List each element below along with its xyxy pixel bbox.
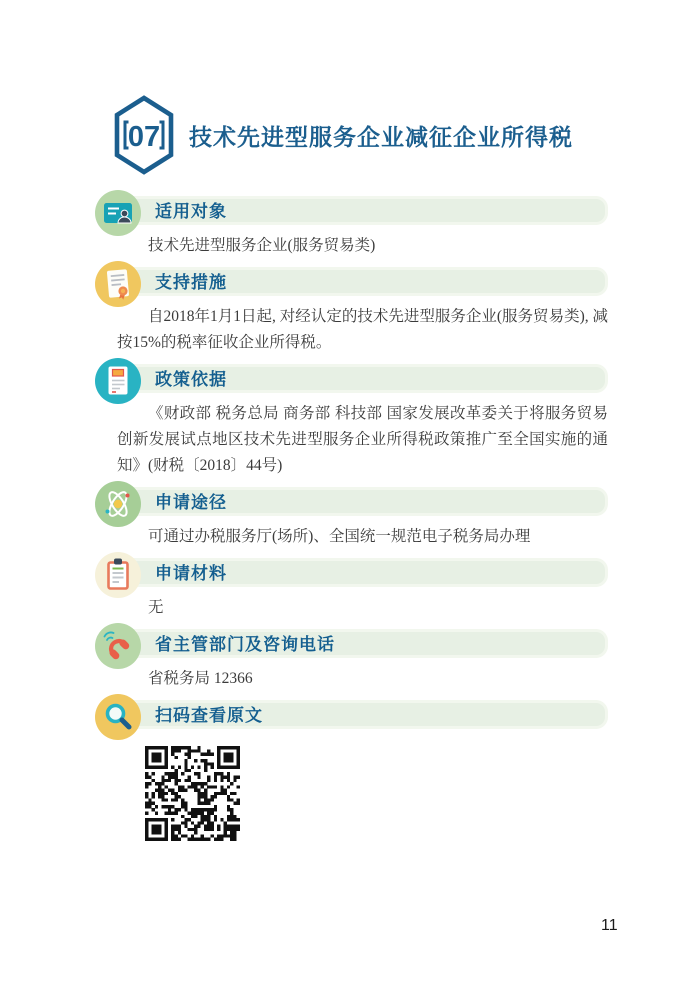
clipboard-icon [95,552,141,598]
section-title: 适用对象 [155,202,227,221]
phone-icon [95,623,141,669]
section-header [103,267,608,296]
section-body: 《财政部 税务总局 商务部 科技部 国家发展改革委关于将服务贸易创新发展试点地区技术先进型服务企业所得税政策推广至全国实施的通知》(财税〔2018〕44号) [117,405,608,474]
section-title: 申请途径 [155,493,227,512]
section-title: 申请材料 [155,564,227,583]
chapter-number: 07 [127,121,161,153]
section-application-channels [103,487,608,550]
section-scan-qr [103,700,608,841]
section-application-materials [103,558,608,621]
section-policy-basis [103,364,608,479]
section-header [103,364,608,393]
section-body: 技术先进型服务企业(服务贸易类) [148,237,376,254]
chapter-number-hexagon-icon [113,95,175,175]
chapter-title: 技术先进型服务企业减征企业所得税 [189,123,573,150]
certificate-icon [95,261,141,307]
qr-code [145,746,240,841]
section-department-phone [103,629,608,692]
id-card-icon [95,190,141,236]
section-title: 政策依据 [155,370,227,389]
section-title: 省主管部门及咨询电话 [155,635,335,654]
section-title: 支持措施 [155,273,227,292]
section-header [103,629,608,658]
section-header [103,558,608,587]
section-body: 省税务局 12366 [148,670,253,687]
section-header [103,700,608,729]
section-body: 可通过办税服务厅(场所)、全国统一规范电子税务局办理 [148,528,531,545]
section-header [103,487,608,516]
magnifier-icon [95,694,141,740]
section-support-measures [103,267,608,356]
section-body: 无 [148,599,164,616]
sections [103,196,608,841]
section-body: 自2018年1月1日起, 对经认定的技术先进型服务企业(服务贸易类), 减按15%的税率征收企业所得税。 [117,308,608,351]
section-applicable-objects [103,196,608,259]
page-number: 11 [601,917,618,934]
atom-icon [95,481,141,527]
policy-document-icon [95,358,141,404]
section-header [103,196,608,225]
section-title: 扫码查看原文 [155,706,263,725]
chapter-header [113,93,633,177]
